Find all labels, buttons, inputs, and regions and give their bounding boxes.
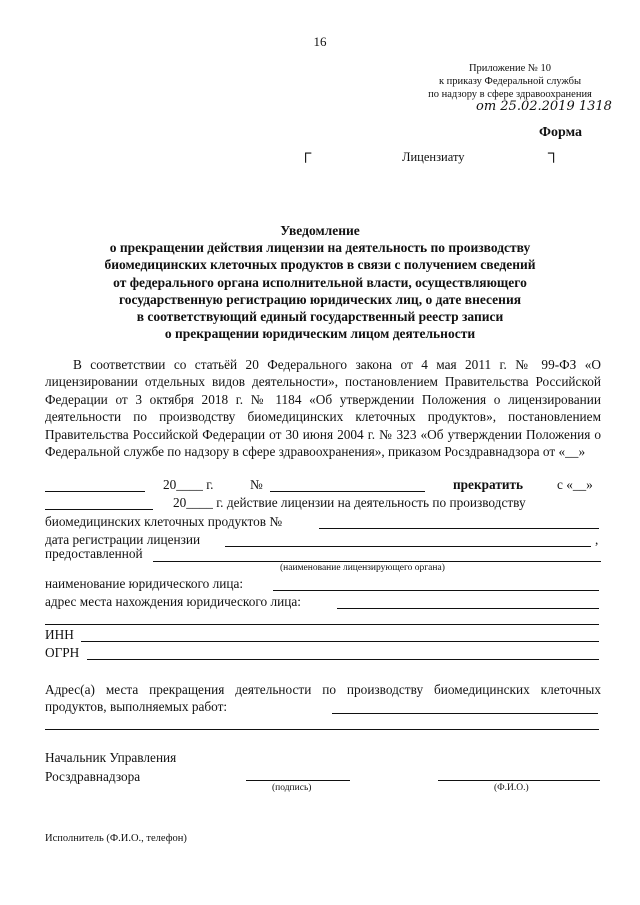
granted-caption: (наименование лицензирующего органа) bbox=[280, 563, 445, 573]
from-label: с «__» bbox=[557, 477, 593, 492]
reg-date-comma: , bbox=[595, 532, 599, 547]
ogrn-line bbox=[45, 645, 601, 663]
addresses-field-2[interactable] bbox=[45, 729, 599, 730]
reg-date-label: дата регистрации лицензии bbox=[45, 532, 201, 547]
signatory-role bbox=[45, 748, 176, 786]
body-paragraph: В соответствии со статьёй 20 Федерального закона от 4 мая 2011 г. № 99-ФЗ «О лицензировании отдельных видов деятельности», постановлением Правительства Российской Федерации от 3 октября 2018 г. № 1184 «Об утверждении Положения о лицензировании деятельности по производству биомедицинских клеточных продуктов», постановлением Правительства Российской Федерации от 30 июня 2004 г. № 323 «Об утверждении Положения о Федеральной службе по надзору в сфере здравоохранения», приказом Росздравнадзора от «__» bbox=[45, 357, 601, 460]
title-line-4: от федерального органа исполнительной власти, осуществляющего bbox=[113, 274, 527, 290]
title-line-7: о прекращении юридическим лицом деятельности bbox=[164, 326, 476, 342]
legal-address-label: адрес места нахождения юридического лица: bbox=[45, 594, 301, 609]
license-number-line bbox=[45, 514, 601, 532]
corner-mark-left: ┌ bbox=[300, 145, 312, 162]
appendix-block bbox=[420, 62, 600, 101]
termination-year-text: 20____ г. действие лицензии на деятельность по производству bbox=[173, 495, 526, 510]
full-name-field[interactable] bbox=[438, 780, 600, 781]
corner-mark-right: ┐ bbox=[548, 145, 560, 162]
title-line-3: биомедицинских клеточных продуктов в связи с получением сведений bbox=[104, 257, 536, 273]
inn-line bbox=[45, 627, 601, 645]
addresses-paragraph: Адрес(а) места прекращения деятельности по производству биомедицинских клеточных продуктов, выполняемых работ: bbox=[45, 682, 601, 715]
inn-label: ИНН bbox=[45, 627, 74, 642]
title-line-2: о прекращении действия лицензии на деятельность по производству bbox=[109, 240, 531, 256]
legal-address-line bbox=[45, 594, 601, 612]
order-line bbox=[45, 477, 601, 495]
ogrn-label: ОГРН bbox=[45, 645, 80, 660]
title-line-6: в соответствующий единый государственный реестр записи bbox=[136, 309, 504, 325]
legal-name-label: наименование юридического лица: bbox=[45, 576, 244, 591]
full-name-caption: (Ф.И.О.) bbox=[494, 783, 529, 793]
title-line-5: государственную регистрацию юридических лиц, о дате внесения bbox=[118, 291, 522, 307]
appendix-line-2: к приказу Федеральной службы bbox=[438, 76, 582, 87]
signature-caption: (подпись) bbox=[272, 783, 312, 793]
appendix-line-1: Приложение № 10 bbox=[468, 63, 552, 74]
role-line-2: Росздравнадзора bbox=[45, 769, 141, 784]
document-title bbox=[60, 222, 580, 342]
inn-field[interactable] bbox=[81, 641, 599, 642]
address-extra-line[interactable] bbox=[45, 624, 599, 625]
page-number: 16 bbox=[313, 34, 327, 49]
order-year-label: 20____ г. bbox=[163, 477, 214, 492]
order-number-field[interactable] bbox=[270, 491, 425, 492]
order-day-field[interactable] bbox=[45, 491, 145, 492]
granted-field[interactable] bbox=[153, 561, 601, 562]
termination-day-field[interactable] bbox=[45, 509, 153, 510]
addressee: Лицензиату bbox=[402, 150, 465, 164]
granted-line bbox=[45, 546, 601, 564]
addresses-field-1[interactable] bbox=[332, 713, 598, 714]
signature-field[interactable] bbox=[246, 780, 350, 781]
license-number-label: биомедицинских клеточных продуктов № bbox=[45, 514, 283, 529]
termination-line bbox=[45, 495, 601, 513]
license-number-field[interactable] bbox=[319, 528, 599, 529]
executor-note: Исполнитель (Ф.И.О., телефон) bbox=[45, 833, 187, 844]
granted-label: предоставленной bbox=[45, 546, 143, 561]
ogrn-field[interactable] bbox=[87, 659, 599, 660]
title-line-1: Уведомление bbox=[280, 223, 360, 238]
form-label: Форма bbox=[539, 125, 583, 140]
terminate-label: прекратить bbox=[453, 477, 524, 492]
appendix-line-3: по надзору в сфере здравоохранения bbox=[428, 89, 592, 100]
appendix-date: от 25.02.2019 1318 bbox=[476, 99, 612, 114]
legal-name-line bbox=[45, 576, 601, 594]
role-line-1: Начальник Управления bbox=[45, 750, 177, 765]
order-number-label: № bbox=[250, 477, 263, 492]
legal-name-field[interactable] bbox=[273, 590, 599, 591]
legal-address-field[interactable] bbox=[337, 608, 599, 609]
